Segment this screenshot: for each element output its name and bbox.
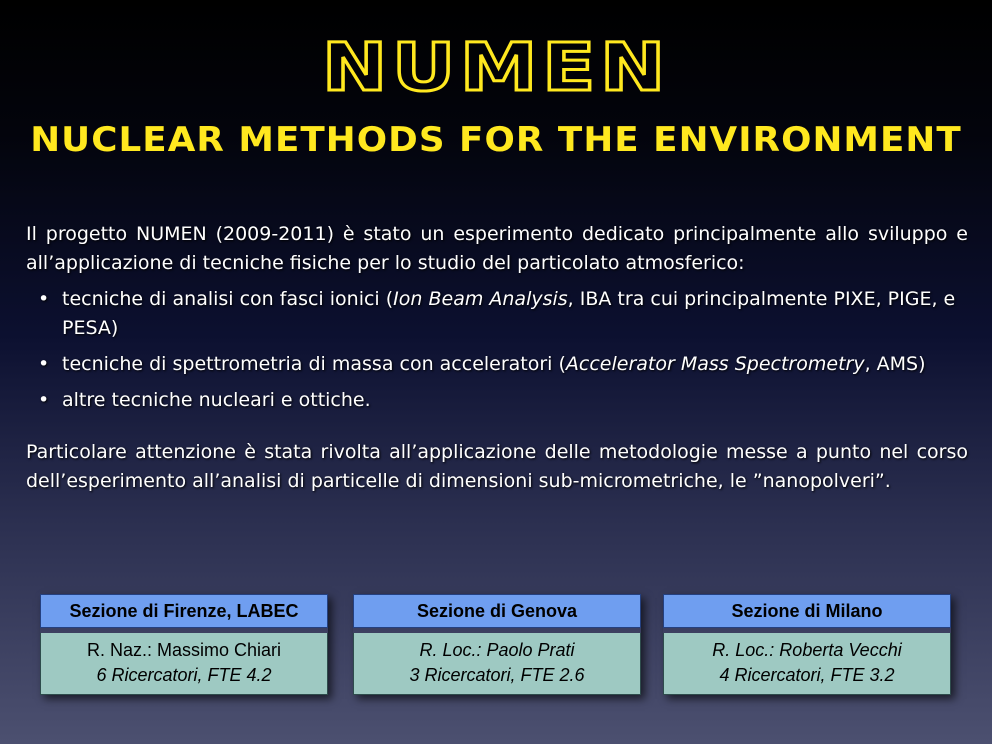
section-card-genova (353, 594, 641, 695)
section-details (40, 633, 328, 695)
bullet-icon: • (38, 389, 50, 411)
section-header: Sezione di Milano (663, 594, 951, 628)
section-header: Sezione di Genova (353, 594, 641, 628)
section-details (663, 633, 951, 695)
bullet-icon: • (38, 288, 50, 310)
bullet-text-end: , AMS) (864, 353, 926, 375)
section-responsible: R. Naz.: Massimo Chiari (86, 640, 282, 660)
list-item (30, 350, 968, 379)
section-responsible: R. Loc.: Paolo Prati (419, 640, 575, 660)
section-researchers: 6 Ricercatori, FTE 4.2 (96, 665, 272, 685)
section-researchers: 4 Ricercatori, FTE 3.2 (719, 665, 895, 685)
bullet-text-end: , IBA tra cui principalmente PIXE, PIGE, e PESA) (62, 288, 956, 339)
bullet-text: altre tecniche nucleari e ottiche. (62, 389, 371, 411)
section-researchers: 3 Ricercatori, FTE 2.6 (409, 665, 585, 685)
section-responsible: R. Loc.: Roberta Vecchi (712, 640, 902, 660)
slide-title: NUMEN (322, 29, 670, 106)
bullet-icon: • (38, 353, 50, 375)
bullet-text: tecniche di spettrometria di massa con acceleratori ( (62, 353, 566, 375)
list-item (30, 285, 968, 343)
section-details (353, 633, 641, 695)
section-header: Sezione di Firenze, LABEC (40, 594, 328, 628)
section-card-milano (663, 594, 951, 695)
bullet-italic-term: Accelerator Mass Spectrometry (565, 353, 865, 375)
bullet-italic-term: Ion Beam Analysis (393, 288, 568, 310)
section-card-firenze (40, 594, 328, 695)
bullet-text: tecniche di analisi con fasci ionici ( (62, 288, 394, 310)
techniques-list (30, 285, 968, 422)
intro-paragraph: Il progetto NUMEN (2009-2011) è stato un esperimento dedicato principalmente allo sviluppo e all’applicazione di tecniche fisiche per lo studio del particolato atmosferico: (26, 223, 968, 274)
outro-paragraph: Particolare attenzione è stata rivolta all’applicazione delle metodologie messe a punto nel corso dell’esperimento all’analisi di particelle di dimensioni sub-micrometriche, le ”nanopolveri”. (26, 441, 968, 492)
slide-subtitle: NUCLEAR METHODS FOR THE ENVIRONMENT (30, 120, 962, 160)
list-item (30, 386, 968, 415)
